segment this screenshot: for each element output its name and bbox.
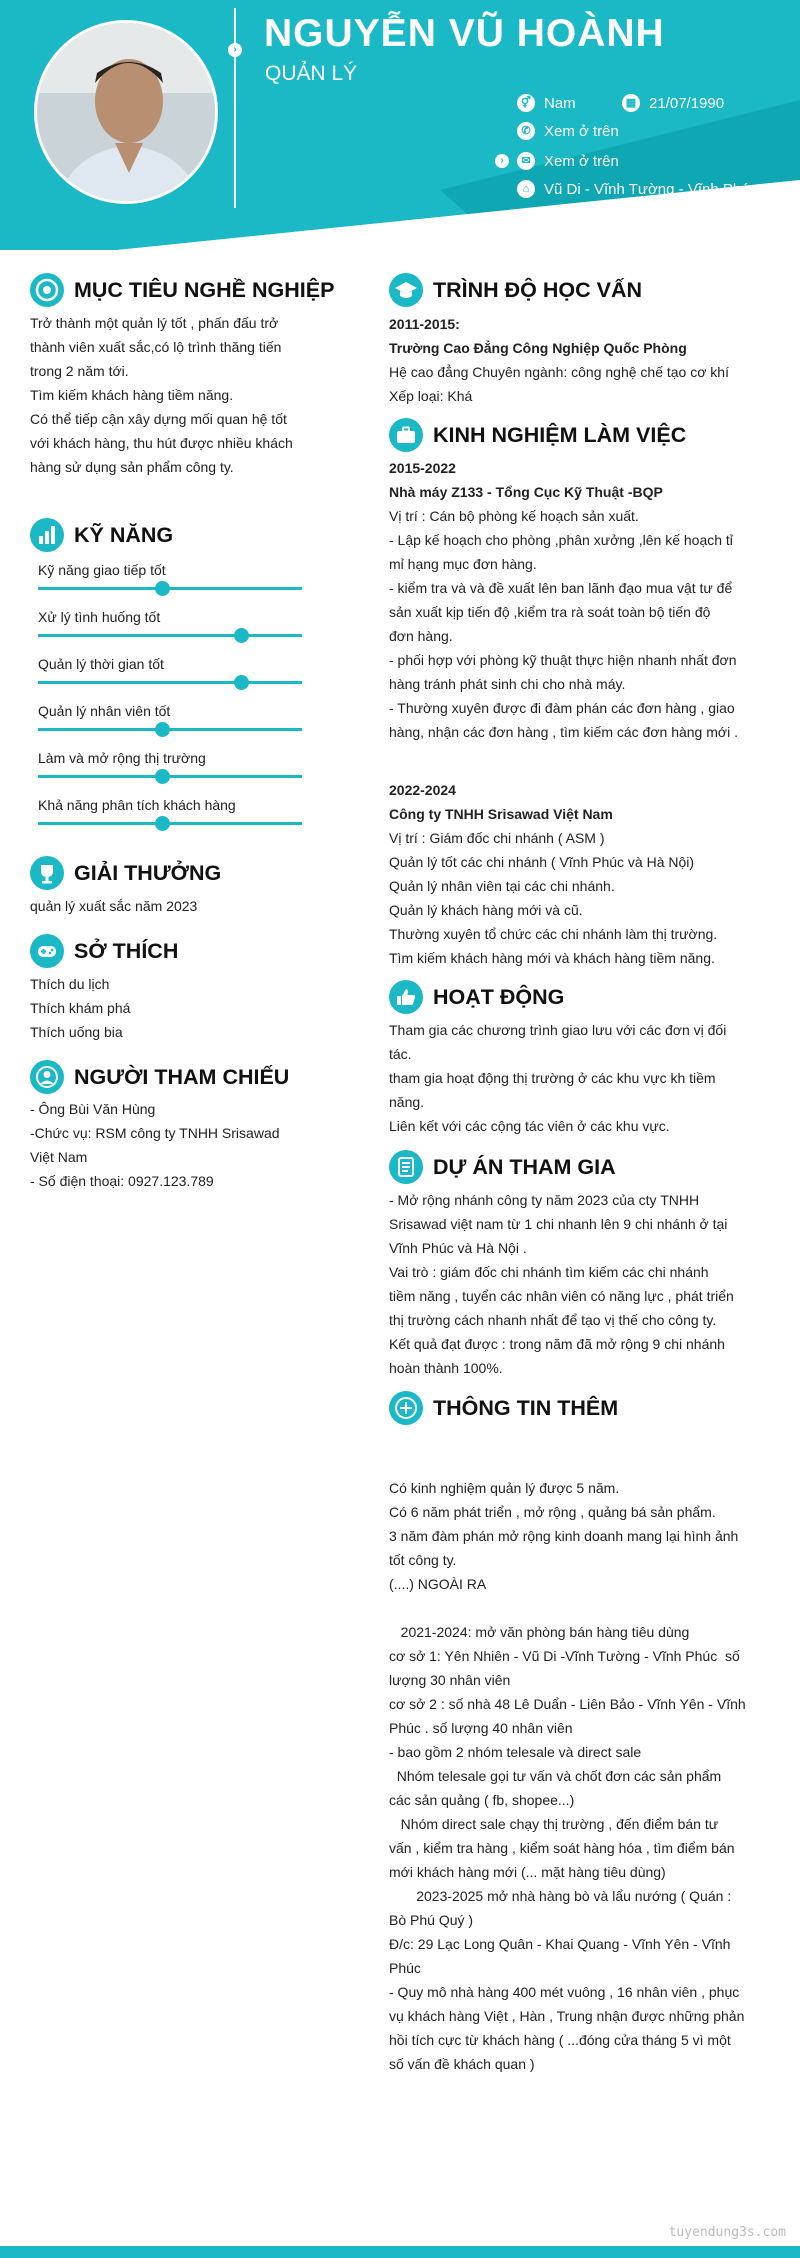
cv-header [0,0,800,250]
skill-item [38,794,302,825]
additional-heading: THÔNG TIN THÊM [389,1391,618,1425]
email-value[interactable]: Xem ở trên [544,152,619,170]
skill-level-knob [155,769,170,784]
skill-bar [38,822,302,825]
skill-label: Kỹ năng giao tiếp tốt [38,562,166,578]
references-heading: NGƯỜI THAM CHIẾU [30,1060,289,1094]
skill-level-knob [234,628,249,643]
skill-item [38,747,302,778]
objective-heading: MỤC TIÊU NGHỀ NGHIỆP [30,273,334,307]
avatar [34,20,218,204]
footer-bar [0,2246,800,2258]
phone-value[interactable]: Xem ở trên [544,122,619,140]
hobbies-text: Thích du lịch Thích khám phá Thích uống bia [30,976,131,1040]
experience-job1: 2015-2022 Nhà máy Z133 - Tổng Cục Kỹ Thuật -BQP Vị trí : Cán bộ phòng kế hoạch sản xuất. - Lập kế hoạch cho phòng ,phân xưởng ,lên kế hoạch tỉ mỉ hạng mục đơn hàng. - kiểm tra và và đề xuất lên ban lãnh đạo mua vật tư để sản xuất kịp tiến độ ,kiểm tra rà soát toàn bộ tiến độ đơn hàng. - phối hợp với phòng kỹ thuật thực hiện nhanh nhất đơn hàng tránh phát sinh chi cho nhà máy. - Thường xuyên được đi đàm phán các đơn hàng , giao hàng, nhận các đơn hàng , tìm kiếm các đơn hàng mới . [389,460,738,740]
skill-bar [38,775,302,778]
skill-item [38,606,302,637]
graduation-cap-icon [389,273,423,307]
skill-label: Khả năng phân tích khách hàng [38,797,236,813]
candidate-position: QUẢN LÝ [265,62,358,85]
target-icon [30,273,64,307]
birthday-value: 21/07/1990 [649,94,725,112]
thumbs-up-icon [389,980,423,1014]
gamepad-icon [30,934,64,968]
awards-text: quản lý xuất sắc năm 2023 [30,898,198,914]
birthday-row [622,94,724,112]
header-divider [234,8,236,208]
watermark: tuyendung3s.com [668,2225,786,2240]
plus-icon [389,1391,423,1425]
activities-heading: HOẠT ĐỘNG [389,980,564,1014]
skill-bar [38,728,302,731]
gender-value: Nam [544,94,576,112]
education-heading: TRÌNH ĐỘ HỌC VẤN [389,273,642,307]
skill-label: Xử lý tình huống tốt [38,609,161,625]
divider-chevron-icon: › [228,43,242,57]
skill-level-knob [155,816,170,831]
address-value: Vũ Di - Vĩnh Tường - Vĩnh Phúc [544,180,758,198]
skill-item [38,559,302,590]
skill-bar [38,634,302,637]
projects-text: - Mở rộng nhánh công ty năm 2023 của cty TNHH Srisawad việt nam từ 1 chi nhanh lên 9 chi nhánh ở tại Vĩnh Phúc và Hà Nội . Vai trò : giám đốc chi nhánh tìm kiếm các chi nhánh tiềm năng , tuyển các nhân viên có năng lực , phát triển thị trường cách nhanh nhất để tạo vị thế cho công ty. Kết quả đạt được : trong năm đã mở rộng 9 chi nhánh hoàn thành 100%. [389,1192,734,1376]
phone-icon: ✆ [517,122,535,140]
gender-row [517,94,576,112]
skill-level-knob [155,722,170,737]
address-row [517,180,757,198]
experience-heading: KINH NGHIỆM LÀM VIỆC [389,418,686,452]
user-icon [30,1060,64,1094]
experience-job2: 2022-2024 Công ty TNHH Srisawad Việt Nam Vị trí : Giám đốc chi nhánh ( ASM ) Quản lý tốt các chi nhánh ( Vĩnh Phúc và Hà Nội) Quản lý nhân viên tại các chi nhánh. Quản lý khách hàng mới và cũ. Thường xuyên tổ chức các chi nhánh làm thị trường. Tìm kiếm khách hàng mới và khách hàng tiềm năng. [389,782,718,966]
email-row [517,152,619,170]
skill-level-knob [155,581,170,596]
email-icon: ✉ [517,152,535,170]
education-text: 2011-2015: Trường Cao Đẳng Công Nghiệp Quốc Phòng Hệ cao đẳng Chuyên ngành: công nghệ chế tạo cơ khí Xếp loại: Khá [389,316,729,404]
skill-bar [38,587,302,590]
skill-label: Làm và mở rộng thị trường [38,750,206,766]
phone-row [517,122,619,140]
calendar-icon: ▦ [622,94,640,112]
skills-heading: KỸ NĂNG [30,518,173,552]
gender-icon: ⚥ [517,94,535,112]
location-icon: ⌂ [517,180,535,198]
references-text: - Ông Bùi Văn Hùng -Chức vụ: RSM công ty TNHH Srisawad Việt Nam - Số điện thoại: 0927.123.789 [30,1101,280,1189]
hobbies-heading: SỞ THÍCH [30,934,178,968]
chart-icon [30,518,64,552]
skill-item [38,700,302,731]
checklist-icon [389,1150,423,1184]
skill-label: Quản lý nhân viên tốt [38,703,171,719]
trophy-icon [30,856,64,890]
skill-item [38,653,302,684]
skill-label: Quản lý thời gian tốt [38,656,164,672]
briefcase-icon [389,418,423,452]
additional-text: Có kinh nghiệm quản lý được 5 năm. Có 6 năm phát triển , mở rộng , quảng bá sản phẩm. 3 năm đàm phán mở rộng kinh doanh mang lại hình ảnh tốt công ty. (....) NGOÀI RA 2021-2024: mở văn phòng bán hàng tiêu dùng cơ sở 1: Yên Nhiên - Vũ Di -Vĩnh Tường - Vĩnh Phúc số lượng 30 nhân viên cơ sở 2 : số nhà 48 Lê Duẩn - Liên Bảo - Vĩnh Yên - Vĩnh Phúc . số lượng 40 nhân viên - bao gồm 2 nhóm telesale và direct sale Nhóm telesale gọi tư vấn và chốt đơn các sản phẩm các sản quảng ( fb, shopee...) Nhóm direct sale chạy thị trường , đến điểm bán tư vấn , kiểm tra hàng , kiểm soát hàng hóa , tìm điểm bán mới khách hàng mới (... mặt hàng tiêu dùng) 2023-2025 mở nhà hàng bò và lẩu nướng ( Quán : Bò Phú Quý ) Đ/c: 29 Lạc Long Quân - Khai Quang - Vĩnh Yên - Vĩnh Phúc - Quy mô nhà hàng 400 mét vuông , 16 nhân viên , phục vụ khách hàng Việt , Hàn , Trung nhận được những phản hồi tích cực từ khách hàng ( ...đóng cửa tháng 5 vì một số vấn đề khách quan ) [389,1480,746,2072]
skill-bar [38,681,302,684]
projects-heading: DỰ ÁN THAM GIA [389,1150,616,1184]
awards-heading: GIẢI THƯỞNG [30,856,221,890]
info-chevron-icon: › [495,154,509,168]
skill-level-knob [234,675,249,690]
objective-text: Trở thành một quản lý tốt , phấn đấu trở thành viên xuất sắc,có lộ trình thăng tiến trong 2 năm tới. Tìm kiếm khách hàng tiềm năng. Có thể tiếp cận xây dựng mối quan hệ tốt với khách hàng, thu hút được nhiều khách hàng sử dụng sản phẩm công ty. [30,315,293,475]
candidate-name: NGUYỄN VŨ HOÀNH [264,12,665,55]
activities-text: Tham gia các chương trình giao lưu với các đơn vị đối tác. tham gia hoạt động thị trường ở các khu vực kh tiềm năng. Liên kết với các cộng tác viên ở các khu vực. [389,1022,727,1134]
